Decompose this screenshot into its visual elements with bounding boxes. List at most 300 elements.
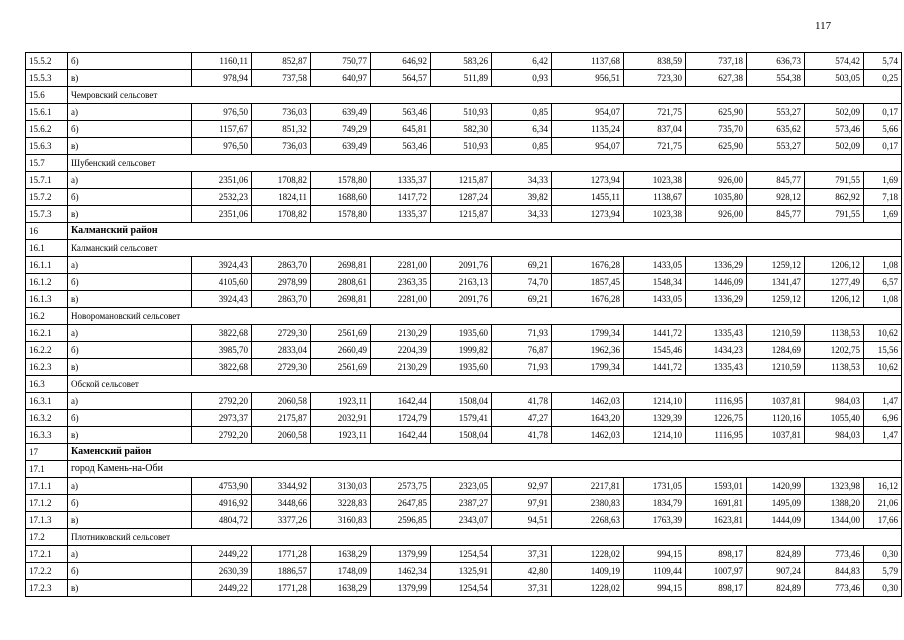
page-number: 117 (815, 20, 832, 32)
value-cell: 42,80 (492, 563, 552, 580)
value-cell: 503,05 (805, 70, 864, 87)
value-cell: 502,09 (805, 138, 864, 155)
value-cell: 1210,59 (747, 359, 805, 376)
value-cell: 3160,83 (311, 512, 371, 529)
table-row (26, 121, 902, 138)
value-cell: 3924,43 (192, 291, 252, 308)
value-cell: 1,69 (864, 172, 902, 189)
value-cell: 984,03 (805, 427, 864, 444)
value-cell: 844,83 (805, 563, 864, 580)
row-variant: в) (68, 206, 192, 223)
value-cell: 735,70 (686, 121, 747, 138)
value-cell: 994,15 (624, 580, 686, 597)
value-cell: 1277,49 (805, 274, 864, 291)
value-cell: 1441,72 (624, 359, 686, 376)
value-cell: 1116,95 (686, 427, 747, 444)
value-cell: 635,62 (747, 121, 805, 138)
value-cell: 37,31 (492, 546, 552, 563)
value-cell: 1593,01 (686, 478, 747, 495)
value-cell: 646,92 (371, 53, 431, 70)
row-code: 15.6.2 (26, 121, 68, 138)
row-variant: б) (68, 274, 192, 291)
value-cell: 2596,85 (371, 512, 431, 529)
value-cell: 1254,54 (431, 580, 492, 597)
value-cell: 0,17 (864, 138, 902, 155)
value-cell: 1206,12 (805, 257, 864, 274)
value-cell: 1,69 (864, 206, 902, 223)
value-cell: 898,17 (686, 580, 747, 597)
row-variant: б) (68, 53, 192, 70)
value-cell: 15,56 (864, 342, 902, 359)
value-cell: 926,00 (686, 206, 747, 223)
table-row (26, 291, 902, 308)
value-cell: 2698,81 (311, 291, 371, 308)
row-code: 15.5.3 (26, 70, 68, 87)
table-row (26, 104, 902, 121)
table-row (26, 70, 902, 87)
value-cell: 1379,99 (371, 580, 431, 597)
section-label: Каменский район (68, 444, 902, 461)
value-cell: 0,85 (492, 138, 552, 155)
value-cell: 1,08 (864, 291, 902, 308)
value-cell: 907,24 (747, 563, 805, 580)
value-cell: 1273,94 (552, 172, 624, 189)
value-cell: 1508,04 (431, 393, 492, 410)
value-cell: 1157,67 (192, 121, 252, 138)
value-cell: 510,93 (431, 138, 492, 155)
value-cell: 69,21 (492, 291, 552, 308)
value-cell: 1341,47 (747, 274, 805, 291)
value-cell: 1935,60 (431, 359, 492, 376)
value-cell: 954,07 (552, 104, 624, 121)
value-cell: 926,00 (686, 172, 747, 189)
value-cell: 2091,76 (431, 291, 492, 308)
value-cell: 34,33 (492, 172, 552, 189)
value-cell: 0,85 (492, 104, 552, 121)
value-cell: 1228,02 (552, 580, 624, 597)
value-cell: 1273,94 (552, 206, 624, 223)
value-cell: 1007,97 (686, 563, 747, 580)
value-cell: 2387,27 (431, 495, 492, 512)
value-cell: 574,42 (805, 53, 864, 70)
value-cell: 37,31 (492, 580, 552, 597)
row-variant: а) (68, 393, 192, 410)
value-cell: 10,62 (864, 359, 902, 376)
table-row (26, 580, 902, 597)
row-variant: б) (68, 495, 192, 512)
value-cell: 737,58 (252, 70, 311, 87)
value-cell: 2808,61 (311, 274, 371, 291)
row-code: 15.6 (26, 87, 68, 104)
value-cell: 1441,72 (624, 325, 686, 342)
value-cell: 3377,26 (252, 512, 311, 529)
value-cell: 1923,11 (311, 393, 371, 410)
value-cell: 0,93 (492, 70, 552, 87)
value-cell: 1799,34 (552, 359, 624, 376)
value-cell: 723,30 (624, 70, 686, 87)
row-variant: в) (68, 427, 192, 444)
value-cell: 721,75 (624, 104, 686, 121)
value-cell: 1137,68 (552, 53, 624, 70)
value-cell: 0,25 (864, 70, 902, 87)
table-row (26, 512, 902, 529)
value-cell: 41,78 (492, 393, 552, 410)
row-code: 15.7 (26, 155, 68, 172)
value-cell: 6,34 (492, 121, 552, 138)
value-cell: 928,12 (747, 189, 805, 206)
value-cell: 1771,28 (252, 546, 311, 563)
value-cell: 1323,98 (805, 478, 864, 495)
value-cell: 4753,90 (192, 478, 252, 495)
table-row (26, 189, 902, 206)
table-row (26, 257, 902, 274)
value-cell: 639,49 (311, 104, 371, 121)
value-cell: 773,46 (805, 546, 864, 563)
row-code: 16.3.3 (26, 427, 68, 444)
value-cell: 1138,53 (805, 325, 864, 342)
value-cell: 69,21 (492, 257, 552, 274)
value-cell: 74,70 (492, 274, 552, 291)
value-cell: 1771,28 (252, 580, 311, 597)
value-cell: 1109,44 (624, 563, 686, 580)
value-cell: 0,30 (864, 580, 902, 597)
value-cell: 1708,82 (252, 172, 311, 189)
row-code: 17.2.3 (26, 580, 68, 597)
value-cell: 3822,68 (192, 325, 252, 342)
value-cell: 2323,05 (431, 478, 492, 495)
row-code: 16.1.1 (26, 257, 68, 274)
table-row (26, 427, 902, 444)
section-label: Плотниковский сельсовет (68, 529, 902, 546)
table-row (26, 563, 902, 580)
section-row (26, 444, 902, 461)
value-cell: 824,89 (747, 546, 805, 563)
value-cell: 1116,95 (686, 393, 747, 410)
value-cell: 1,47 (864, 427, 902, 444)
row-variant: в) (68, 70, 192, 87)
value-cell: 736,03 (252, 138, 311, 155)
value-cell: 2698,81 (311, 257, 371, 274)
value-cell: 2973,37 (192, 410, 252, 427)
row-variant: б) (68, 563, 192, 580)
value-cell: 838,59 (624, 53, 686, 70)
value-cell: 636,73 (747, 53, 805, 70)
value-cell: 1409,19 (552, 563, 624, 580)
value-cell: 553,27 (747, 138, 805, 155)
value-cell: 2130,29 (371, 325, 431, 342)
value-cell: 2532,23 (192, 189, 252, 206)
section-label: Чемровский сельсовет (68, 87, 902, 104)
value-cell: 1462,34 (371, 563, 431, 580)
value-cell: 1420,99 (747, 478, 805, 495)
value-cell: 2660,49 (311, 342, 371, 359)
value-cell: 837,04 (624, 121, 686, 138)
row-code: 15.7.1 (26, 172, 68, 189)
value-cell: 1206,12 (805, 291, 864, 308)
value-cell: 5,74 (864, 53, 902, 70)
section-label: Обской сельсовет (68, 376, 902, 393)
value-cell: 2217,81 (552, 478, 624, 495)
row-code: 16.2.1 (26, 325, 68, 342)
row-code: 16.3 (26, 376, 68, 393)
section-row (26, 240, 902, 257)
row-variant: в) (68, 580, 192, 597)
value-cell: 2163,13 (431, 274, 492, 291)
value-cell: 2729,30 (252, 325, 311, 342)
tariff-table (25, 52, 902, 597)
value-cell: 1284,69 (747, 342, 805, 359)
value-cell: 510,93 (431, 104, 492, 121)
row-variant: а) (68, 546, 192, 563)
value-cell: 1578,80 (311, 206, 371, 223)
value-cell: 2863,70 (252, 291, 311, 308)
section-row (26, 461, 902, 478)
value-cell: 2363,35 (371, 274, 431, 291)
value-cell: 553,27 (747, 104, 805, 121)
value-cell: 1643,20 (552, 410, 624, 427)
row-code: 17.1.2 (26, 495, 68, 512)
value-cell: 627,38 (686, 70, 747, 87)
value-cell: 1886,57 (252, 563, 311, 580)
value-cell: 1344,00 (805, 512, 864, 529)
value-cell: 1379,99 (371, 546, 431, 563)
value-cell: 1120,16 (747, 410, 805, 427)
value-cell: 2091,76 (431, 257, 492, 274)
value-cell: 1731,05 (624, 478, 686, 495)
section-label: Новоромановский сельсовет (68, 308, 902, 325)
row-code: 16.3.1 (26, 393, 68, 410)
value-cell: 1336,29 (686, 257, 747, 274)
section-row (26, 87, 902, 104)
value-cell: 1287,24 (431, 189, 492, 206)
value-cell: 1578,80 (311, 172, 371, 189)
table-body (26, 53, 902, 597)
value-cell: 1676,28 (552, 291, 624, 308)
value-cell: 1160,11 (192, 53, 252, 70)
value-cell: 984,03 (805, 393, 864, 410)
value-cell: 1444,09 (747, 512, 805, 529)
value-cell: 1545,46 (624, 342, 686, 359)
section-row (26, 155, 902, 172)
value-cell: 2978,99 (252, 274, 311, 291)
value-cell: 71,93 (492, 325, 552, 342)
table-row (26, 274, 902, 291)
value-cell: 16,12 (864, 478, 902, 495)
value-cell: 6,96 (864, 410, 902, 427)
value-cell: 6,57 (864, 274, 902, 291)
value-cell: 47,27 (492, 410, 552, 427)
value-cell: 1824,11 (252, 189, 311, 206)
row-code: 17.1.3 (26, 512, 68, 529)
value-cell: 1055,40 (805, 410, 864, 427)
table-row (26, 478, 902, 495)
value-cell: 6,42 (492, 53, 552, 70)
value-cell: 737,18 (686, 53, 747, 70)
table-row (26, 359, 902, 376)
row-variant: б) (68, 410, 192, 427)
value-cell: 10,62 (864, 325, 902, 342)
value-cell: 1763,39 (624, 512, 686, 529)
value-cell: 573,46 (805, 121, 864, 138)
value-cell: 2630,39 (192, 563, 252, 580)
value-cell: 1037,81 (747, 427, 805, 444)
value-cell: 4916,92 (192, 495, 252, 512)
value-cell: 1962,36 (552, 342, 624, 359)
value-cell: 1214,10 (624, 393, 686, 410)
section-label: Шубенский сельсовет (68, 155, 902, 172)
value-cell: 2792,20 (192, 393, 252, 410)
value-cell: 2729,30 (252, 359, 311, 376)
value-cell: 721,75 (624, 138, 686, 155)
table-row (26, 172, 902, 189)
value-cell: 554,38 (747, 70, 805, 87)
value-cell: 898,17 (686, 546, 747, 563)
row-variant: а) (68, 104, 192, 121)
value-cell: 2351,06 (192, 172, 252, 189)
value-cell: 1335,43 (686, 359, 747, 376)
table-row (26, 342, 902, 359)
row-code: 16 (26, 223, 68, 240)
value-cell: 1548,34 (624, 274, 686, 291)
value-cell: 1799,34 (552, 325, 624, 342)
value-cell: 1,08 (864, 257, 902, 274)
row-code: 15.5.2 (26, 53, 68, 70)
value-cell: 749,29 (311, 121, 371, 138)
section-label: Калманский сельсовет (68, 240, 902, 257)
value-cell: 76,87 (492, 342, 552, 359)
value-cell: 773,46 (805, 580, 864, 597)
row-code: 17 (26, 444, 68, 461)
value-cell: 2281,00 (371, 291, 431, 308)
value-cell: 1638,29 (311, 580, 371, 597)
row-code: 15.6.1 (26, 104, 68, 121)
value-cell: 1336,29 (686, 291, 747, 308)
value-cell: 2561,69 (311, 359, 371, 376)
table-row (26, 495, 902, 512)
value-cell: 1724,79 (371, 410, 431, 427)
value-cell: 582,30 (431, 121, 492, 138)
table-row (26, 53, 902, 70)
value-cell: 954,07 (552, 138, 624, 155)
value-cell: 3448,66 (252, 495, 311, 512)
value-cell: 71,93 (492, 359, 552, 376)
value-cell: 1138,67 (624, 189, 686, 206)
value-cell: 5,66 (864, 121, 902, 138)
value-cell: 2351,06 (192, 206, 252, 223)
value-cell: 1935,60 (431, 325, 492, 342)
value-cell: 2268,63 (552, 512, 624, 529)
value-cell: 1215,87 (431, 172, 492, 189)
value-cell: 1579,41 (431, 410, 492, 427)
row-variant: в) (68, 512, 192, 529)
value-cell: 1433,05 (624, 291, 686, 308)
value-cell: 2032,91 (311, 410, 371, 427)
value-cell: 1259,12 (747, 257, 805, 274)
table-row (26, 206, 902, 223)
value-cell: 750,77 (311, 53, 371, 70)
value-cell: 1676,28 (552, 257, 624, 274)
row-code: 15.7.3 (26, 206, 68, 223)
value-cell: 1623,81 (686, 512, 747, 529)
value-cell: 1834,79 (624, 495, 686, 512)
value-cell: 0,17 (864, 104, 902, 121)
value-cell: 2833,04 (252, 342, 311, 359)
row-code: 17.2.2 (26, 563, 68, 580)
value-cell: 92,97 (492, 478, 552, 495)
row-variant: а) (68, 478, 192, 495)
value-cell: 502,09 (805, 104, 864, 121)
value-cell: 1035,80 (686, 189, 747, 206)
value-cell: 639,49 (311, 138, 371, 155)
value-cell: 625,90 (686, 138, 747, 155)
value-cell: 583,26 (431, 53, 492, 70)
value-cell: 21,06 (864, 495, 902, 512)
row-code: 16.2 (26, 308, 68, 325)
value-cell: 736,03 (252, 104, 311, 121)
row-code: 17.1.1 (26, 478, 68, 495)
value-cell: 1037,81 (747, 393, 805, 410)
value-cell: 1215,87 (431, 206, 492, 223)
value-cell: 1857,45 (552, 274, 624, 291)
value-cell: 563,46 (371, 104, 431, 121)
value-cell: 3924,43 (192, 257, 252, 274)
value-cell: 1335,43 (686, 325, 747, 342)
value-cell: 1446,09 (686, 274, 747, 291)
section-row (26, 529, 902, 546)
row-variant: в) (68, 138, 192, 155)
row-code: 17.2.1 (26, 546, 68, 563)
row-code: 17.2 (26, 529, 68, 546)
value-cell: 3822,68 (192, 359, 252, 376)
value-cell: 2449,22 (192, 546, 252, 563)
value-cell: 1638,29 (311, 546, 371, 563)
value-cell: 976,50 (192, 104, 252, 121)
value-cell: 640,97 (311, 70, 371, 87)
row-code: 17.1 (26, 461, 68, 478)
value-cell: 956,51 (552, 70, 624, 87)
value-cell: 2647,85 (371, 495, 431, 512)
value-cell: 41,78 (492, 427, 552, 444)
value-cell: 1433,05 (624, 257, 686, 274)
value-cell: 791,55 (805, 206, 864, 223)
value-cell: 625,90 (686, 104, 747, 121)
section-label: город Камень-на-Оби (68, 461, 902, 478)
value-cell: 1508,04 (431, 427, 492, 444)
value-cell: 852,87 (252, 53, 311, 70)
value-cell: 0,30 (864, 546, 902, 563)
value-cell: 994,15 (624, 546, 686, 563)
section-row (26, 308, 902, 325)
value-cell: 645,81 (371, 121, 431, 138)
value-cell: 1214,10 (624, 427, 686, 444)
value-cell: 2060,58 (252, 393, 311, 410)
value-cell: 1335,37 (371, 172, 431, 189)
value-cell: 1023,38 (624, 206, 686, 223)
value-cell: 564,57 (371, 70, 431, 87)
value-cell: 94,51 (492, 512, 552, 529)
row-code: 15.7.2 (26, 189, 68, 206)
value-cell: 2204,39 (371, 342, 431, 359)
row-variant: а) (68, 172, 192, 189)
value-cell: 17,66 (864, 512, 902, 529)
value-cell: 2380,83 (552, 495, 624, 512)
value-cell: 862,92 (805, 189, 864, 206)
value-cell: 1388,20 (805, 495, 864, 512)
value-cell: 976,50 (192, 138, 252, 155)
value-cell: 1748,09 (311, 563, 371, 580)
value-cell: 1434,23 (686, 342, 747, 359)
value-cell: 824,89 (747, 580, 805, 597)
